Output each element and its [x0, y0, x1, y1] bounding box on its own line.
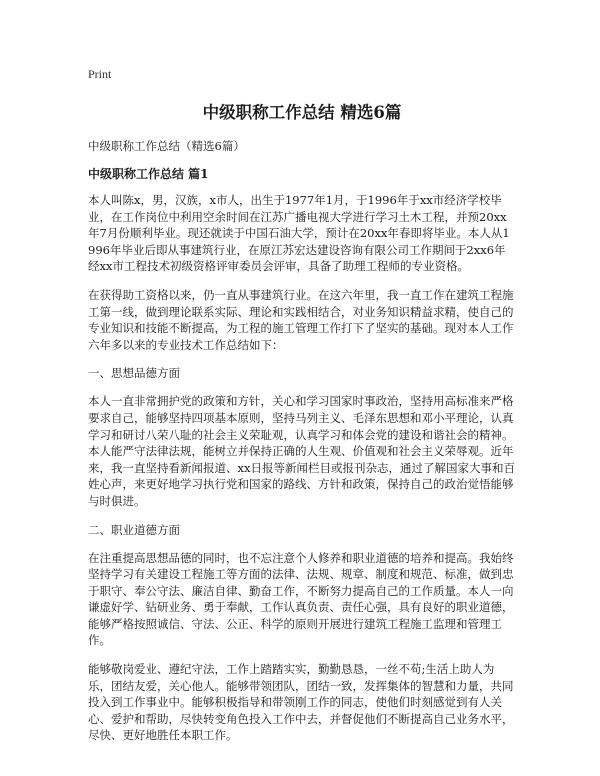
paragraph-teamwork: 能够敬岗爱业、遵纪守法，工作上踏踏实实，勤勤恳恳，一丝不苟;生活上助人为乐，团结友爱，关心他人。能够带领团队，团结一致，发挥集体的智慧和力量，共同投入到工作事业中。能够积极指导和带领刚工作的同志，使他们时刻感觉到有人关心、爱护和帮助，尽快转变角色投入工作中去，并督促他们不断提高自己业务水平，尽快、更好地胜任本职工作。: [88, 662, 514, 743]
document-title: 中级职称工作总结 精选6篇: [202, 103, 402, 122]
paragraph-ideology: 本人一直非常拥护党的政策和方针，关心和学习国家时事政治，坚持用高标准来严格要求自己，能够坚持四项基本原则，坚持马列主义、毛泽东思想和邓小平理论，认真学习和研讨八荣八耻的社会主义荣耻观，认真学习和体会党的建设和谐社会的精神。本人能严守法律法规，能树立并保持正确的人生观、价值观和社会主义荣辱观。近年来，我一直坚持看新闻报道、xx日报等新闻栏目或报刊杂志，通过了解国家大事和百姓心声，来更好地学习执行党和国家的路线、方针和政策，保持自己的政治觉悟能够与时俱进。: [88, 394, 515, 508]
paragraph-intro: 本人叫陈x，男，汉族，x市人，出生于1977年1月，于1996年于xx市经济学校毕业，在工作岗位中利用空余时间在江苏广播电视大学进行学习土木工程，并预20xx年7月份顺利毕业。现还就读于中国石油大学，预计在20xx年春即将毕业。本人从1996年毕业后即从事建筑行业，在原江苏宏达建设咨询有限公司工作期间于2xx6年经xx市工程技术初级资格评审委员会评审，具备了助理工程师的专业资格。: [88, 193, 510, 274]
section-heading: 中级职称工作总结 篇1: [88, 167, 209, 181]
paragraph-ethics: 在注重提高思想品德的同时，也不忘注意个人修养和职业道德的培养和提高。我始终坚持学习有关建设工程施工等方面的法律、法规、规章、制度和规范、标准，做到忠于职守、奉公守法、廉洁自律、勤奋工作，不断努力提高自己的工作质量。本人一向谦虚好学、钻研业务、勇于奉献，工作认真负责、责任心强，具有良好的职业道德，能够严格按照诚信、守法、公正、科学的原则开展进行建筑工程施工监理和管理工作。: [88, 550, 514, 648]
print-label: Print: [88, 67, 112, 81]
document-subtitle: 中级职称工作总结（精选6篇）: [88, 139, 245, 153]
heading-ethics: 二、职业道德方面: [88, 522, 180, 537]
paragraph-overview: 在获得助工资格以来，仍一直从事建筑行业。在这六年里，我一直工作在建筑工程施工第一线，做到理论联系实际、理论和实践相结合，对业务知识精益求精，使自己的专业知识和技能不断提高，为工程的施工管理工作打下了坚实的基础。现对本人工作六年多以来的专业技术工作总结如下：: [88, 287, 514, 352]
document-page: [88, 66, 516, 756]
heading-ideology: 一、思想品德方面: [88, 366, 180, 381]
